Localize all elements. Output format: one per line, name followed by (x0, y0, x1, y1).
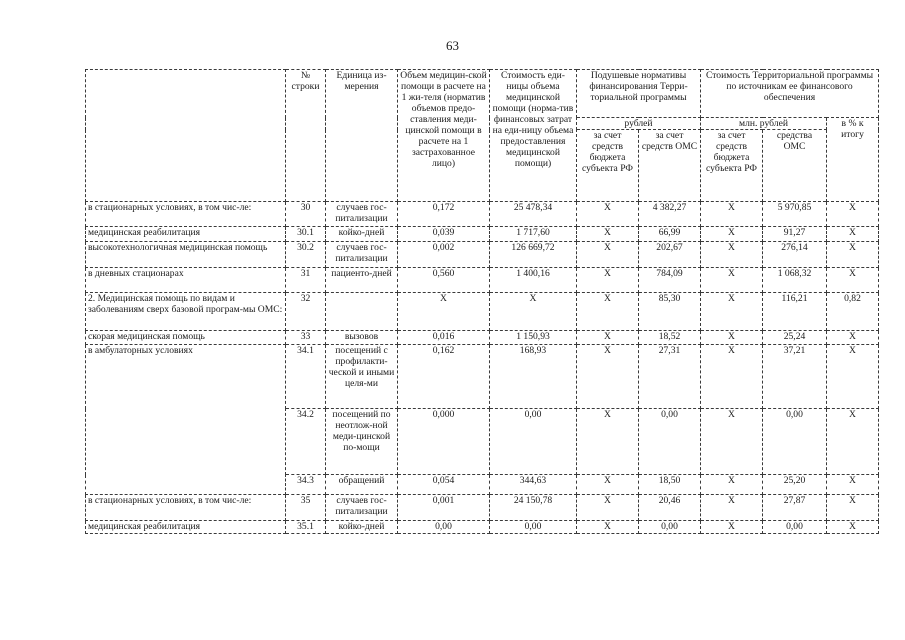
row-number: 35.1 (286, 521, 326, 534)
header-percap-unit: рублей (577, 118, 701, 130)
row-total-budget: X (701, 227, 763, 242)
row-total-percent: X (827, 331, 879, 345)
row-unit (326, 293, 398, 331)
table-row (86, 202, 879, 227)
row-percap-budget: X (577, 475, 639, 495)
row-number: 34.1 (286, 345, 326, 409)
row-percap-oms: 18,50 (639, 475, 701, 495)
row-percap-budget: X (577, 331, 639, 345)
row-unit: случаев гос-питализации (326, 242, 398, 268)
row-total-percent: X (827, 202, 879, 227)
row-volume: 0,001 (398, 495, 490, 521)
row-cost: 168,93 (490, 345, 577, 409)
row-unit: посещений по неотлож-ной меди-цинской по-мощи (326, 409, 398, 475)
row-number: 33 (286, 331, 326, 345)
row-total-oms: 91,27 (763, 227, 827, 242)
row-name: в дневных стационарах (86, 268, 286, 293)
row-total-percent: X (827, 268, 879, 293)
row-percap-budget: X (577, 227, 639, 242)
table-row (86, 345, 879, 409)
row-volume: X (398, 293, 490, 331)
financing-table (85, 69, 879, 534)
table-row (86, 293, 879, 331)
row-total-budget: X (701, 202, 763, 227)
table-row (86, 242, 879, 268)
row-total-percent: X (827, 345, 879, 409)
row-total-percent: X (827, 409, 879, 475)
row-cost: 24 150,78 (490, 495, 577, 521)
row-total-oms: 25,24 (763, 331, 827, 345)
header-total-group: Стоимость Территориальной программы по источникам ее финансового обеспечения (701, 70, 879, 118)
row-volume: 0,000 (398, 409, 490, 475)
row-percap-oms: 0,00 (639, 409, 701, 475)
row-unit: посещений с профилакти-ческой и иными целя-ми (326, 345, 398, 409)
header-name (86, 70, 286, 202)
header-total-unit: млн. рублей (701, 118, 827, 130)
row-total-oms: 5 970,85 (763, 202, 827, 227)
row-volume: 0,172 (398, 202, 490, 227)
row-cost: 1 150,93 (490, 331, 577, 345)
row-percap-budget: X (577, 202, 639, 227)
row-total-budget: X (701, 475, 763, 495)
table-row (86, 331, 879, 345)
row-cost: 1 400,16 (490, 268, 577, 293)
row-total-oms: 116,21 (763, 293, 827, 331)
row-total-oms: 0,00 (763, 521, 827, 534)
row-percap-budget: X (577, 242, 639, 268)
header-percap-group: Подушевые нормативы финансирования Терри-ториальной программы (577, 70, 701, 118)
row-percap-oms: 18,52 (639, 331, 701, 345)
row-total-percent: X (827, 495, 879, 521)
row-percap-oms: 20,46 (639, 495, 701, 521)
row-name: в амбулаторных условиях (86, 345, 286, 495)
row-unit: койко-дней (326, 521, 398, 534)
row-total-oms: 25,20 (763, 475, 827, 495)
row-name: 2. Медицинская помощь по видам и заболеваниям сверх базовой програм-мы ОМС: (86, 293, 286, 331)
row-percap-oms: 85,30 (639, 293, 701, 331)
header-cost: Стоимость еди-ницы объема медицинской помощи (норма-тив финансовых затрат на еди-ницу объема предоставления медицинской помощи) (490, 70, 577, 202)
row-percap-oms: 4 382,27 (639, 202, 701, 227)
row-number: 35 (286, 495, 326, 521)
row-name: медицинская реабилитация (86, 227, 286, 242)
row-total-oms: 276,14 (763, 242, 827, 268)
row-percap-budget: X (577, 345, 639, 409)
row-percap-oms: 66,99 (639, 227, 701, 242)
row-total-budget: X (701, 345, 763, 409)
row-volume: 0,002 (398, 242, 490, 268)
row-percap-budget: X (577, 268, 639, 293)
row-percap-oms: 0,00 (639, 521, 701, 534)
row-number: 34.2 (286, 409, 326, 475)
row-volume: 0,560 (398, 268, 490, 293)
row-name: в стационарных условиях, в том чис-ле: (86, 495, 286, 521)
row-number: 30.1 (286, 227, 326, 242)
row-total-budget: X (701, 242, 763, 268)
row-unit: пациенто-дней (326, 268, 398, 293)
row-percap-oms: 27,31 (639, 345, 701, 409)
row-total-oms: 27,87 (763, 495, 827, 521)
row-volume: 0,054 (398, 475, 490, 495)
row-total-budget: X (701, 409, 763, 475)
header-total-budget: за счет средств бюджета субъекта РФ (701, 130, 763, 202)
row-unit: случаев гос-питализации (326, 202, 398, 227)
row-cost: 344,63 (490, 475, 577, 495)
row-unit: койко-дней (326, 227, 398, 242)
row-total-oms: 1 068,32 (763, 268, 827, 293)
row-volume: 0,162 (398, 345, 490, 409)
row-cost: 0,00 (490, 521, 577, 534)
table-row (86, 268, 879, 293)
row-percap-oms: 784,09 (639, 268, 701, 293)
row-cost: 0,00 (490, 409, 577, 475)
row-cost: 1 717,60 (490, 227, 577, 242)
row-percap-oms: 202,67 (639, 242, 701, 268)
row-percap-budget: X (577, 521, 639, 534)
row-volume: 0,00 (398, 521, 490, 534)
row-name: скорая медицинская помощь (86, 331, 286, 345)
row-total-budget: X (701, 293, 763, 331)
row-percap-budget: X (577, 409, 639, 475)
row-total-percent: X (827, 521, 879, 534)
row-total-oms: 0,00 (763, 409, 827, 475)
row-total-percent: X (827, 242, 879, 268)
row-name: в стационарных условиях, в том чис-ле: (86, 202, 286, 227)
row-number: 32 (286, 293, 326, 331)
header-total-oms: средства ОМС (763, 130, 827, 202)
row-cost: 126 669,72 (490, 242, 577, 268)
row-name: медицинская реабилитация (86, 521, 286, 534)
header-total-percent: в % к итогу (827, 118, 879, 202)
table-row (86, 495, 879, 521)
row-volume: 0,016 (398, 331, 490, 345)
row-number: 31 (286, 268, 326, 293)
row-unit: случаев гос-питализации (326, 495, 398, 521)
row-percap-budget: X (577, 293, 639, 331)
row-number: 30 (286, 202, 326, 227)
table-row (86, 227, 879, 242)
row-total-percent: X (827, 475, 879, 495)
row-total-budget: X (701, 331, 763, 345)
page-number: 63 (446, 38, 459, 53)
header-volume: Объем медицин-ской помощи в расчете на 1 жи-теля (норматив объемов предо-ставления меди-цинской помощи в расчете на 1 застрахованное лицо) (398, 70, 490, 202)
row-volume: 0,039 (398, 227, 490, 242)
row-cost: X (490, 293, 577, 331)
table-row (86, 521, 879, 534)
row-unit: вызовов (326, 331, 398, 345)
row-total-percent: X (827, 227, 879, 242)
row-total-oms: 37,21 (763, 345, 827, 409)
header-percap-budget: за счет средств бюджета субъекта РФ (577, 130, 639, 202)
row-unit: обращений (326, 475, 398, 495)
row-number: 30.2 (286, 242, 326, 268)
row-cost: 25 478,34 (490, 202, 577, 227)
header-percap-oms: за счет средств ОМС (639, 130, 701, 202)
row-number: 34.3 (286, 475, 326, 495)
header-unit: Единица из-мерения (326, 70, 398, 202)
row-total-budget: X (701, 495, 763, 521)
row-name: высокотехнологичная медицинская помощь (86, 242, 286, 268)
row-total-percent: 0,82 (827, 293, 879, 331)
header-row-no: № строки (286, 70, 326, 202)
row-total-budget: X (701, 268, 763, 293)
row-percap-budget: X (577, 495, 639, 521)
row-total-budget: X (701, 521, 763, 534)
